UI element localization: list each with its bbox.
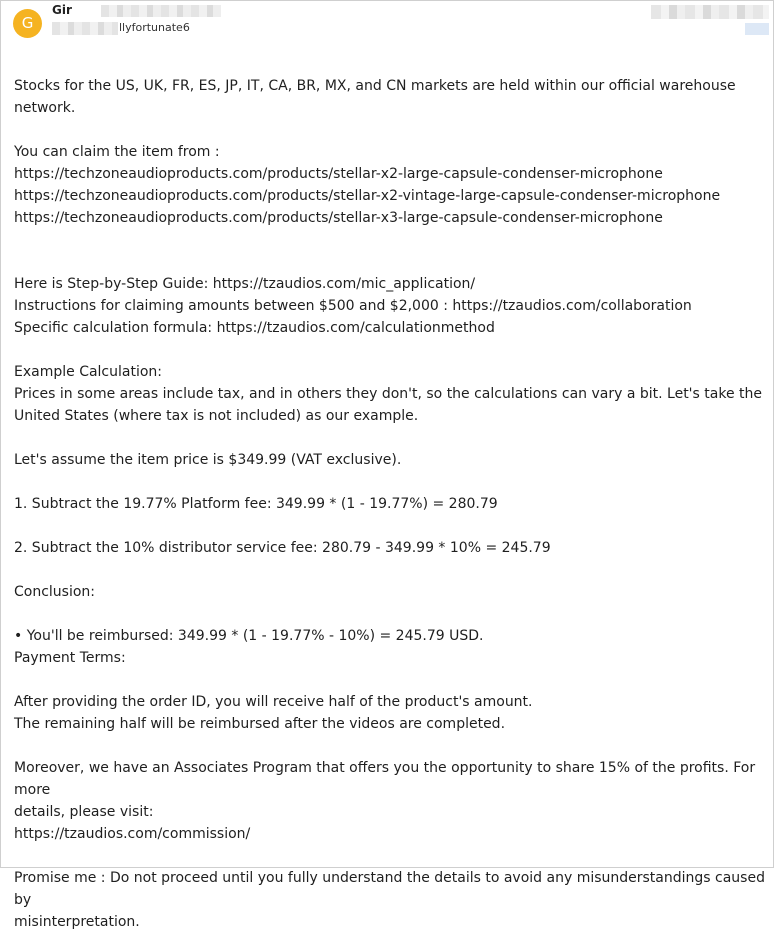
product-link-2[interactable]: https://techzoneaudioproducts.com/products/stellar-x2-vintage-large-capsule-condenser-microphone [14,188,721,204]
body-line [14,339,766,361]
body-line [14,515,766,537]
body-line: Moreover, we have an Associates Program that offers you the opportunity to share 15% of the profits. For more [14,760,760,798]
body-line: • You'll be reimbursed: 349.99 * (1 - 19.77% - 10%) = 245.79 USD. [14,628,484,644]
body-line [14,119,766,141]
body-line: After providing the order ID, you will receive half of the product's amount. [14,694,533,710]
body-line: Example Calculation: [14,364,163,380]
sender-name[interactable]: Gir [52,3,72,17]
body-line: The remaining half will be reimbursed after the videos are completed. [14,716,506,732]
body-line [14,735,766,757]
body-line: Stocks for the US, UK, FR, ES, JP, IT, CA, BR, MX, and CN markets are held within our official warehouse network. [14,78,741,116]
body-line [14,251,766,273]
body-line: Let's assume the item price is $349.99 (VAT exclusive). [14,452,402,468]
guide-link-line[interactable]: Here is Step-by-Step Guide: https://tzaudios.com/mic_application/ [14,276,476,292]
commission-link[interactable]: https://tzaudios.com/commission/ [14,826,251,842]
body-line [14,471,766,493]
body-line: details, please visit: [14,804,154,820]
body-line: You can claim the item from : [14,144,220,160]
redacted-date-blur [651,5,769,19]
body-line: Conclusion: [14,584,96,600]
body-line: Prices in some areas include tax, and in others they don't, so the calculations can vary a bit. Let's take the [14,386,762,402]
body-line [14,427,766,449]
product-link-3[interactable]: https://techzoneaudioproducts.com/products/stellar-x3-large-capsule-condenser-microphone [14,210,663,226]
body-line: United States (where tax is not included) as our example. [14,408,419,424]
body-line: 1. Subtract the 19.77% Platform fee: 349.99 * (1 - 19.77%) = 280.79 [14,496,498,512]
email-body [14,75,770,933]
body-line [14,669,766,691]
body-line [14,845,766,867]
product-link-1[interactable]: https://techzoneaudioproducts.com/products/stellar-x2-large-capsule-condenser-microphone [14,166,663,182]
sender-email[interactable]: llyfortunate6 [119,21,190,34]
body-line [14,229,766,251]
body-line: misinterpretation. [14,914,140,930]
calculation-link-line[interactable]: Specific calculation formula: https://tzaudios.com/calculationmethod [14,320,495,336]
sender-avatar[interactable]: G [13,9,42,38]
body-line: Payment Terms: [14,650,126,666]
redacted-email-blur [52,22,118,35]
body-line: Promise me : Do not proceed until you fully understand the details to avoid any misunderstandings caused by [14,870,770,908]
email-header [1,1,773,45]
redacted-action-blur [745,23,769,35]
redacted-name-blur [101,5,221,17]
collaboration-link-line[interactable]: Instructions for claiming amounts between $500 and $2,000 : https://tzaudios.com/collaboration [14,298,692,314]
body-line: 2. Subtract the 10% distributor service fee: 280.79 - 349.99 * 10% = 245.79 [14,540,551,556]
body-line [14,603,766,625]
body-line [14,559,766,581]
